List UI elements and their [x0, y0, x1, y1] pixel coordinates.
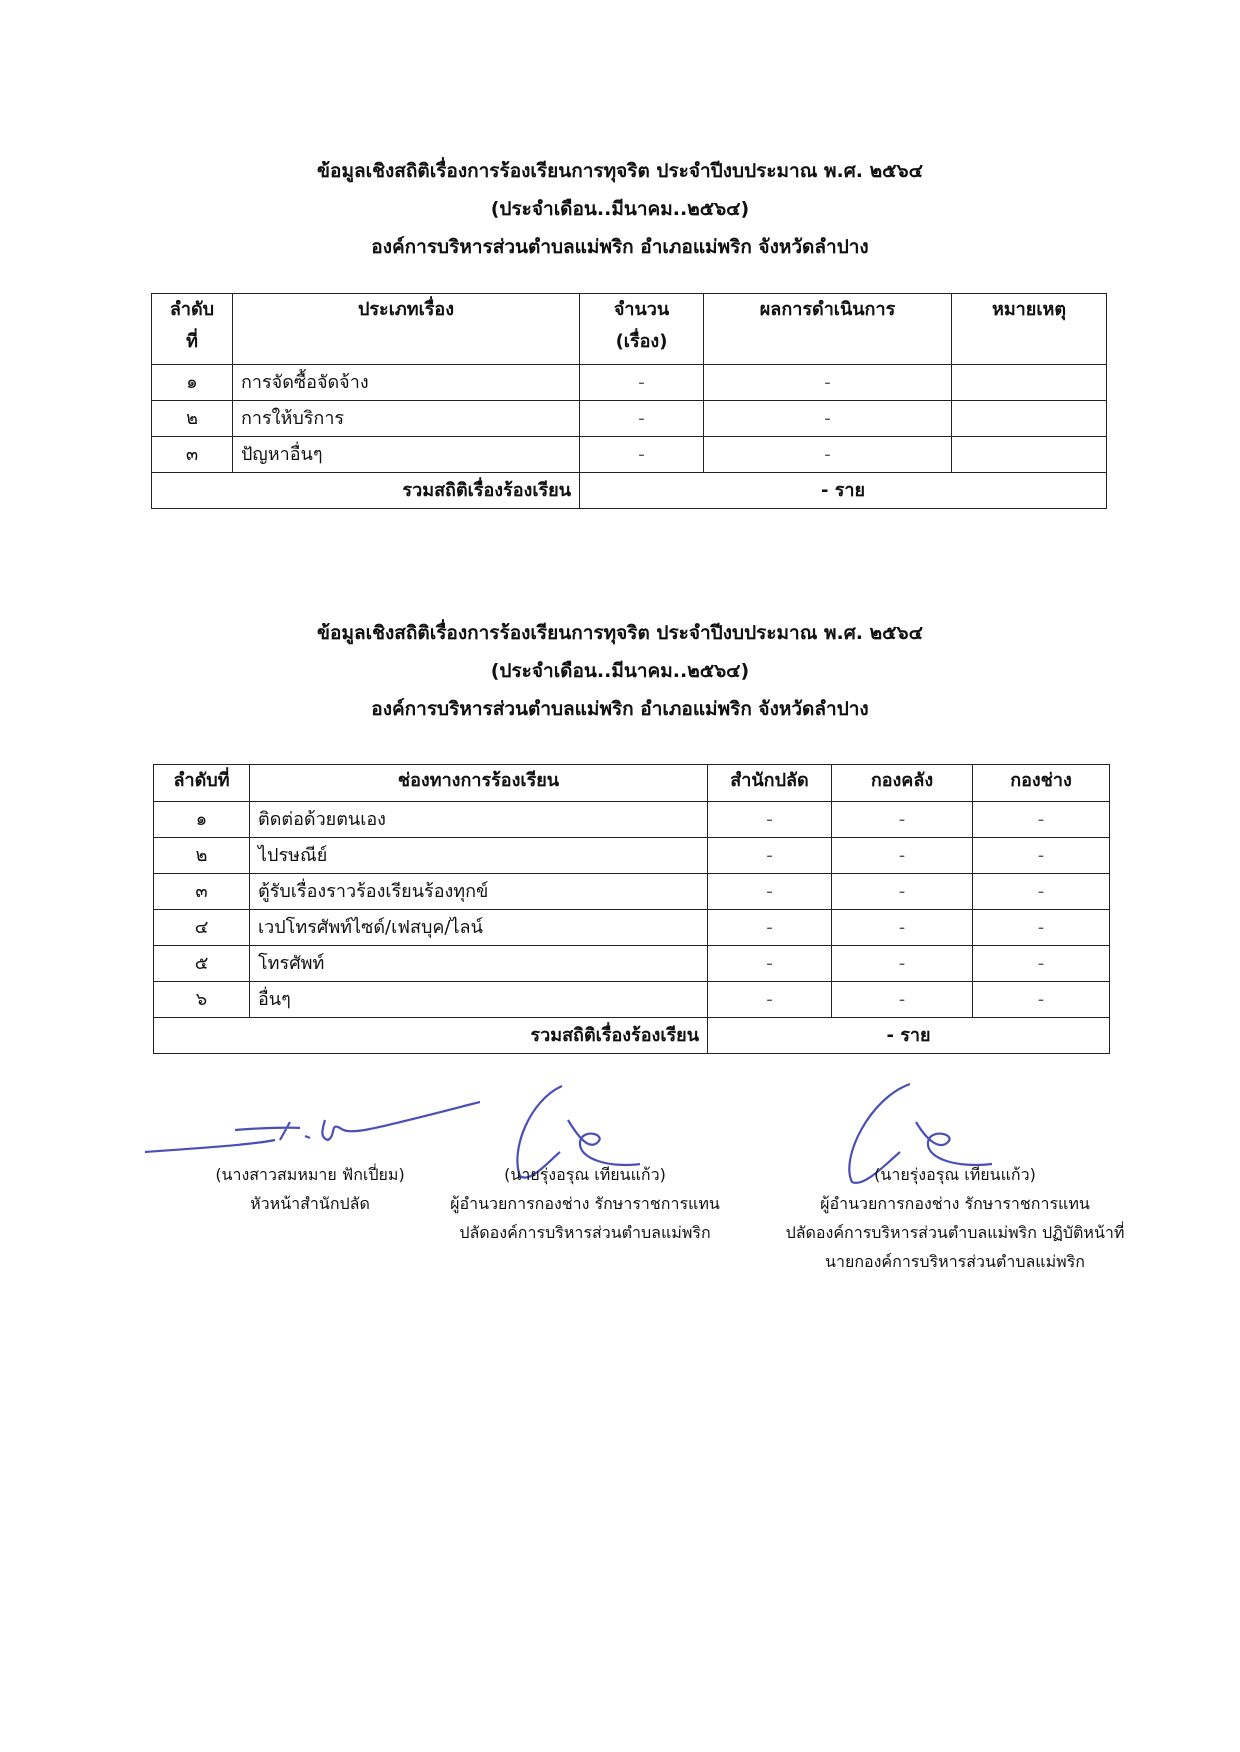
row-office: -: [708, 838, 832, 874]
row-finance: -: [832, 874, 973, 910]
col-header-count: จำนวน (เรื่อง): [580, 294, 704, 365]
row-count: -: [580, 437, 704, 473]
row-topic: การจัดซื้อจัดจ้าง: [233, 365, 580, 401]
signature-1-image: [140, 1100, 480, 1160]
row-number: ๔: [154, 910, 250, 946]
col-header-order: ลำดับที่: [154, 765, 250, 802]
row-topic: การให้บริการ: [233, 401, 580, 437]
table-row: [154, 946, 1110, 982]
row-channel: ตู้รับเรื่องราวร้องเรียนร้องทุกข์: [250, 874, 708, 910]
row-count: -: [580, 365, 704, 401]
section2-title: ข้อมูลเชิงสถิติเรื่องการร้องเรียนการทุจริต ประจำปีงบประมาณ พ.ศ. ๒๕๖๔: [317, 622, 923, 644]
total-row: [152, 473, 1107, 509]
row-number: ๒: [154, 838, 250, 874]
row-engineering: -: [973, 874, 1110, 910]
signatory-name: (นางสาวสมหมาย ฟักเปี่ยม): [215, 1165, 405, 1184]
row-office: -: [708, 874, 832, 910]
total-label: รวมสถิติเรื่องร้องเรียน: [152, 473, 580, 509]
table-row: [154, 802, 1110, 838]
table-row: [154, 982, 1110, 1018]
table-header-row: [154, 765, 1110, 802]
section1-org: องค์การบริหารส่วนตำบลแม่พริก อำเภอแม่พริก จังหวัดลำปาง: [371, 236, 869, 258]
table-row: [154, 874, 1110, 910]
total-value: - ราย: [580, 473, 1107, 509]
section1-heading: [0, 152, 1240, 266]
row-result: -: [704, 437, 952, 473]
row-office: -: [708, 982, 832, 1018]
table-row: [152, 437, 1107, 473]
row-engineering: -: [973, 946, 1110, 982]
row-office: -: [708, 946, 832, 982]
row-note: [952, 401, 1107, 437]
section1-title: ข้อมูลเชิงสถิติเรื่องการร้องเรียนการทุจริต ประจำปีงบประมาณ พ.ศ. ๒๕๖๔: [317, 160, 923, 182]
row-number: ๑: [154, 802, 250, 838]
col-header-order: ลำดับ ที่: [152, 294, 233, 365]
table-row: [152, 365, 1107, 401]
total-row: [154, 1018, 1110, 1054]
row-number: ๖: [154, 982, 250, 1018]
signatory-position: นายกองค์การบริหารส่วนตำบลแม่พริก: [825, 1252, 1085, 1271]
signatory-position: ปลัดองค์การบริหารส่วนตำบลแม่พริก: [459, 1223, 711, 1242]
signatory-position: ผู้อำนวยการกองช่าง รักษาราชการแทน: [820, 1194, 1090, 1213]
col-header-note: หมายเหตุ: [952, 294, 1107, 365]
row-number: ๕: [154, 946, 250, 982]
signatory-position: หัวหน้าสำนักปลัด: [250, 1194, 370, 1213]
col-header-topic: ประเภทเรื่อง: [233, 294, 580, 365]
row-finance: -: [832, 802, 973, 838]
row-topic: ปัญหาอื่นๆ: [233, 437, 580, 473]
row-engineering: -: [973, 838, 1110, 874]
row-channel: เวปโทรศัพท์ไซด์/เฟสบุค/ไลน์: [250, 910, 708, 946]
col-header-result: ผลการดำเนินการ: [704, 294, 952, 365]
signatory-position: ผู้อำนวยการกองช่าง รักษาราชการแทน: [450, 1194, 720, 1213]
row-channel: ไปรษณีย์: [250, 838, 708, 874]
col-header-finance: กองคลัง: [832, 765, 973, 802]
row-office: -: [708, 910, 832, 946]
signatory-position: ปลัดองค์การบริหารส่วนตำบลแม่พริก ปฏิบัติหน้าที่: [785, 1223, 1125, 1242]
row-result: -: [704, 401, 952, 437]
signatory-name: (นายรุ่งอรุณ เทียนแก้ว): [504, 1165, 666, 1184]
row-finance: -: [832, 982, 973, 1018]
signatory-name: (นายรุ่งอรุณ เทียนแก้ว): [874, 1165, 1036, 1184]
row-finance: -: [832, 838, 973, 874]
complaint-type-table: [151, 293, 1107, 509]
row-channel: ติดต่อด้วยตนเอง: [250, 802, 708, 838]
row-count: -: [580, 401, 704, 437]
row-engineering: -: [973, 910, 1110, 946]
row-finance: -: [832, 946, 973, 982]
section2-month: (ประจำเดือน..มีนาคม..๒๕๖๔): [490, 660, 750, 682]
row-channel: อื่นๆ: [250, 982, 708, 1018]
row-office: -: [708, 802, 832, 838]
signature-block-3: [745, 1160, 1165, 1276]
row-engineering: -: [973, 802, 1110, 838]
row-number: ๑: [152, 365, 233, 401]
row-note: [952, 365, 1107, 401]
complaint-channel-table: [153, 764, 1110, 1054]
row-finance: -: [832, 910, 973, 946]
row-number: ๒: [152, 401, 233, 437]
section2-org: องค์การบริหารส่วนตำบลแม่พริก อำเภอแม่พริก จังหวัดลำปาง: [371, 698, 869, 720]
row-number: ๓: [154, 874, 250, 910]
section2-heading: [0, 614, 1240, 728]
signature-block-2: [420, 1160, 750, 1247]
row-result: -: [704, 365, 952, 401]
row-engineering: -: [973, 982, 1110, 1018]
col-header-channel: ช่องทางการร้องเรียน: [250, 765, 708, 802]
col-header-engineering: กองช่าง: [973, 765, 1110, 802]
total-label: รวมสถิติเรื่องร้องเรียน: [154, 1018, 708, 1054]
row-number: ๓: [152, 437, 233, 473]
table-row: [154, 838, 1110, 874]
section1-month: (ประจำเดือน..มีนาคม..๒๕๖๔): [490, 198, 750, 220]
total-value: - ราย: [708, 1018, 1110, 1054]
row-channel: โทรศัพท์: [250, 946, 708, 982]
col-header-office: สำนักปลัด: [708, 765, 832, 802]
row-note: [952, 437, 1107, 473]
table-row: [154, 910, 1110, 946]
table-header-row: [152, 294, 1107, 365]
table-row: [152, 401, 1107, 437]
